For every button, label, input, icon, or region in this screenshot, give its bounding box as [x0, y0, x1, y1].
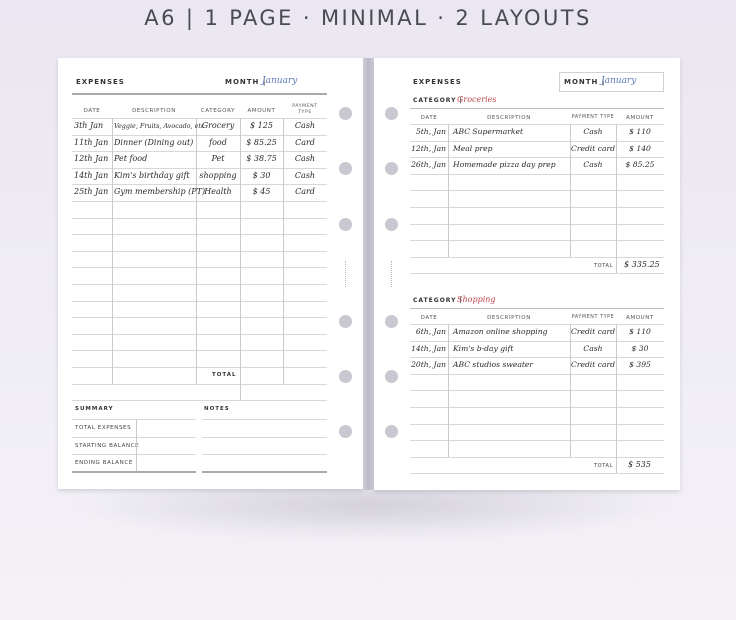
row-line	[72, 251, 327, 252]
col-category: CATEGORY	[200, 108, 236, 114]
col-date: DATE	[83, 108, 101, 114]
cell-payment: Card	[295, 137, 315, 147]
notes-line	[202, 437, 327, 438]
row-line	[72, 284, 327, 285]
total-value-groceries: $ 335.25	[624, 260, 660, 269]
col-description: DESCRIPTION	[487, 315, 531, 321]
category-value-groceries[interactable]: Groceries	[457, 95, 497, 104]
cell-category: Health	[204, 187, 232, 197]
cell-date: 5th, Jan	[415, 127, 446, 136]
notes-title: NOTES	[204, 406, 230, 412]
cell-description: ABC Supermarket	[453, 127, 524, 136]
binder-hole	[339, 370, 352, 383]
total-value-shopping: $ 535	[628, 460, 651, 469]
col-amount: AMOUNT	[626, 115, 654, 121]
cell-amount: $ 85.25	[246, 137, 277, 147]
cell-description: ABC studios sweater	[453, 360, 534, 370]
cell-category: Grocery	[201, 121, 235, 130]
cell-description: Pet food	[114, 154, 148, 164]
binder-hole	[339, 162, 352, 175]
binder-hole	[385, 315, 398, 328]
section-rule	[410, 308, 664, 309]
cell-payment: Cash	[294, 121, 316, 130]
side-brand-text	[391, 261, 393, 287]
cell-description: Amazon online shopping	[453, 327, 548, 336]
row-line	[72, 267, 327, 268]
cell-date: 25th Jan	[74, 187, 109, 197]
binder-hole	[339, 107, 352, 120]
header-rule	[72, 93, 327, 95]
row-line	[72, 218, 327, 219]
binder-hole	[339, 315, 352, 328]
binder-hole	[385, 218, 398, 231]
notes-line	[202, 454, 327, 455]
cell-description: Kim's birthday gift	[114, 170, 190, 180]
summary-title: SUMMARY	[75, 406, 114, 412]
cell-description: Dinner (Dining out)	[114, 137, 194, 147]
cell-date: 20th, Jan	[411, 360, 446, 370]
summary-ending-balance: ENDING BALANCE	[75, 460, 133, 466]
cell-date: 12th Jan	[74, 154, 109, 164]
cell-amount: $ 85.25	[625, 160, 655, 170]
cell-category: shopping	[199, 170, 237, 180]
category-value-shopping[interactable]: Shopping	[457, 295, 496, 304]
product-headline: A6 | 1 PAGE · MINIMAL · 2 LAYOUTS	[144, 6, 592, 30]
side-brand-text	[345, 261, 347, 287]
cell-date: 14th Jan	[74, 170, 109, 180]
summary-line	[72, 454, 196, 455]
cell-payment: Cash	[583, 127, 603, 136]
binder-hole	[339, 218, 352, 231]
section-rule	[410, 108, 664, 109]
binder-hole	[385, 370, 398, 383]
cell-description: Homemade pizza day prep	[453, 160, 556, 170]
cell-amount: $ 38.75	[246, 154, 277, 164]
row-line	[72, 367, 327, 368]
row-line	[72, 350, 327, 351]
cell-date: 6th, Jan	[415, 327, 446, 336]
cell-description: Meal prep	[453, 143, 493, 153]
month-label: MONTH |	[564, 78, 606, 86]
category-label: CATEGORY |	[413, 97, 463, 104]
col-description: DESCRIPTION	[132, 108, 176, 114]
total-label: TOTAL	[594, 463, 613, 469]
row-line	[72, 317, 327, 318]
cell-description: Kim's b-day gift	[453, 343, 514, 353]
cell-date: 11th Jan	[74, 137, 109, 147]
cell-payment: Credit card	[571, 360, 615, 370]
cell-payment: Cash	[583, 160, 603, 170]
cell-amount: $ 30	[252, 170, 271, 180]
row-line	[72, 384, 327, 385]
col-amount: AMOUNT	[626, 315, 654, 321]
cell-amount: $ 125	[250, 121, 273, 130]
cell-amount: $ 140	[629, 143, 651, 153]
cell-payment: Card	[295, 187, 315, 197]
cell-category: food	[209, 137, 227, 147]
summary-line	[72, 437, 196, 438]
row-line	[72, 301, 327, 302]
col-line	[112, 118, 113, 384]
month-value[interactable]: January	[262, 76, 298, 86]
cell-date: 14th, Jan	[411, 343, 446, 353]
cell-amount: $ 395	[629, 360, 651, 370]
total-label: TOTAL	[212, 372, 237, 378]
row-line	[72, 334, 327, 335]
col-date: DATE	[420, 115, 438, 121]
col-amount: AMOUNT	[247, 108, 276, 114]
expenses-title: EXPENSES	[76, 78, 125, 86]
col-line	[448, 324, 449, 457]
category-label: CATEGORY |	[413, 297, 463, 304]
month-label: MONTH |	[225, 78, 267, 86]
col-line	[448, 124, 449, 257]
cell-payment: Cash	[294, 170, 316, 180]
summary-line	[72, 419, 196, 420]
col-line	[240, 384, 241, 401]
cell-payment: Credit card	[571, 143, 615, 153]
cell-payment: Cash	[583, 343, 603, 353]
cell-amount: $ 110	[629, 127, 651, 136]
summary-total-expenses: TOTAL EXPENSES	[75, 425, 132, 431]
cell-description: Veggie, Fruits, Avocado, etc	[114, 122, 205, 130]
cell-date: 26th, Jan	[411, 160, 446, 170]
cell-description: Gym membership (PT)	[114, 187, 206, 197]
binder-hole	[385, 425, 398, 438]
binder-hole	[385, 107, 398, 120]
col-payment-type: PAYMENT TYPE	[571, 315, 615, 320]
col-description: DESCRIPTION	[487, 115, 531, 121]
month-box[interactable]	[559, 72, 664, 92]
total-label: TOTAL	[594, 263, 613, 269]
cell-date: 3th Jan	[74, 121, 104, 130]
row-line	[410, 273, 664, 274]
month-value: January	[601, 76, 637, 86]
row-line	[410, 457, 664, 458]
cell-amount: $ 30	[631, 343, 649, 353]
cell-category: Pet	[211, 154, 225, 164]
summary-divider	[136, 419, 137, 472]
binder-hole	[385, 162, 398, 175]
row-line	[410, 257, 664, 258]
col-payment-type: PAYMENT TYPE	[571, 115, 615, 120]
cell-payment: Cash	[294, 154, 316, 164]
page-gap	[363, 58, 374, 490]
summary-bottom-rule	[72, 471, 196, 473]
notes-bottom-rule	[202, 471, 327, 473]
row-line	[72, 400, 327, 401]
notes-line	[202, 419, 327, 420]
left-planner-page	[58, 58, 363, 489]
expenses-title: EXPENSES	[413, 78, 462, 86]
cell-payment: Credit card	[571, 327, 615, 336]
cell-date: 12th, Jan	[411, 143, 446, 153]
binder-hole	[339, 425, 352, 438]
row-line	[72, 234, 327, 235]
cell-amount: $ 110	[629, 327, 651, 336]
col-date: DATE	[420, 315, 438, 321]
summary-starting-balance: STARTING BALANCE	[75, 443, 140, 449]
right-planner-page	[374, 58, 680, 490]
col-payment-type: PAYMENT TYPE	[292, 104, 318, 115]
row-line	[410, 473, 664, 474]
cell-amount: $ 45	[252, 187, 271, 197]
